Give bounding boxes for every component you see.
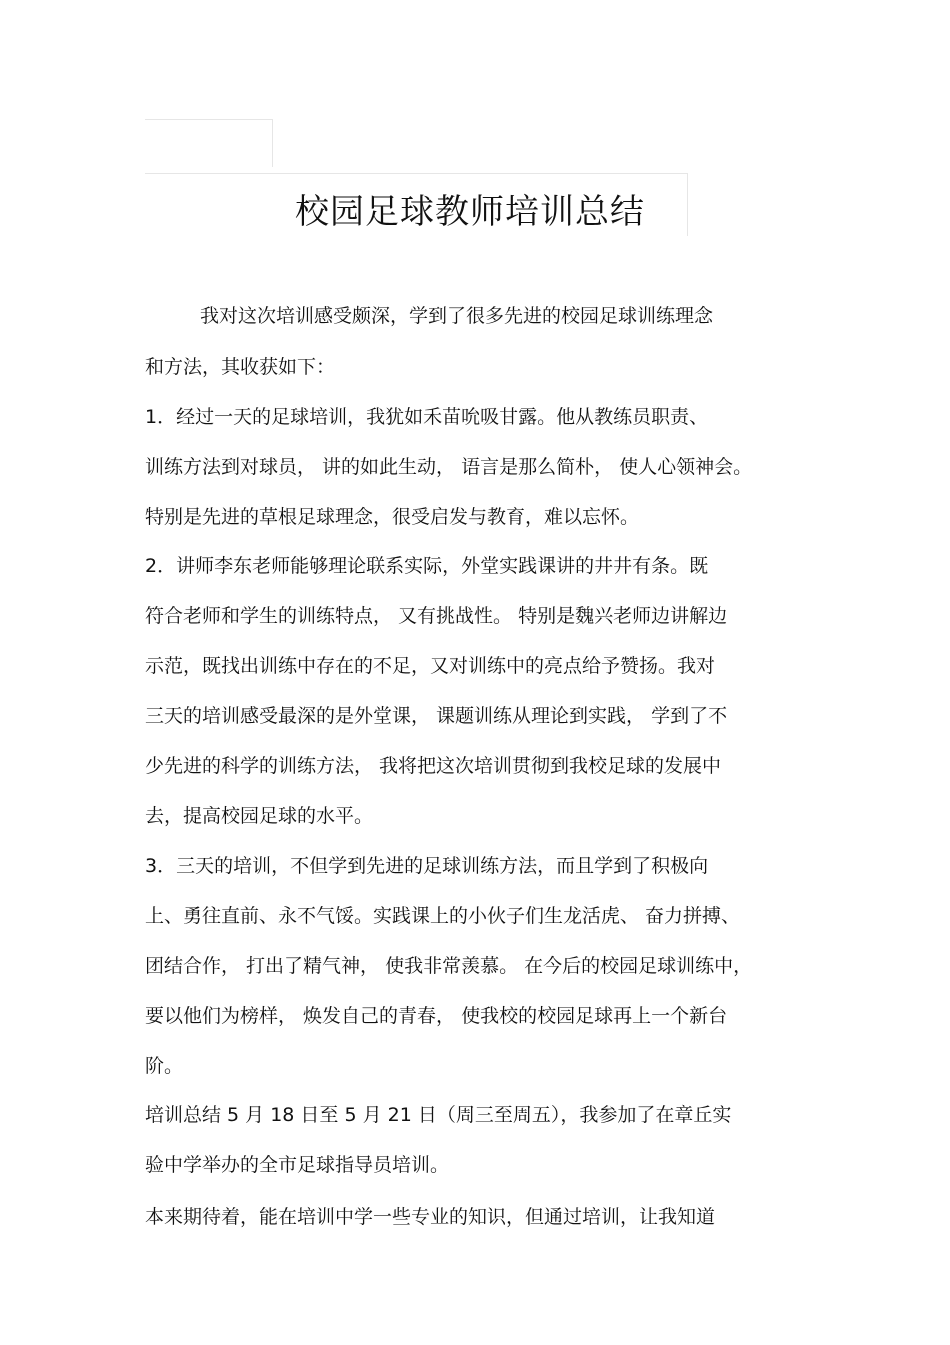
paragraph-line: 训练方法到对球员， 讲的如此生动， 语言是那么简朴， 使人心领神会。 bbox=[145, 456, 753, 478]
paragraph-line: 三天的培训感受最深的是外堂课， 课题训练从理论到实践， 学到了不 bbox=[145, 705, 728, 727]
paragraph-line: 和方法，其收获如下： bbox=[145, 356, 336, 378]
divider bbox=[145, 173, 688, 174]
paragraph-line: 符合老师和学生的训练特点， 又有挑战性。 特别是魏兴老师边讲解边 bbox=[145, 605, 728, 627]
divider bbox=[145, 119, 272, 120]
paragraph-line: 3．三天的培训，不但学到先进的足球训练方法，而且学到了积极向 bbox=[145, 855, 709, 877]
paragraph-line: 验中学举办的全市足球指导员培训。 bbox=[145, 1154, 450, 1176]
paragraph-line: 我对这次培训感受颇深，学到了很多先进的校园足球训练理念 bbox=[200, 305, 714, 327]
paragraph-line: 特别是先进的草根足球理念，很受启发与教育，难以忘怀。 bbox=[145, 506, 640, 528]
paragraph-line: 团结合作， 打出了精气神， 使我非常羡慕。 在今后的校园足球训练中， bbox=[145, 955, 753, 977]
paragraph-line: 要以他们为榜样， 焕发自己的青春， 使我校的校园足球再上一个新台 bbox=[145, 1005, 728, 1027]
paragraph-line: 上、勇往直前、永不气馁。实践课上的小伙子们生龙活虎、 奋力拼搏、 bbox=[145, 905, 741, 927]
paragraph-line: 培训总结 5 月 18 日至 5 月 21 日（周三至周五），我参加了在章丘实 bbox=[145, 1104, 732, 1126]
divider bbox=[272, 119, 273, 167]
paragraph-line: 去，提高校园足球的水平。 bbox=[145, 805, 374, 827]
paragraph-line: 2．讲师李东老师能够理论联系实际，外堂实践课讲的井井有条。既 bbox=[145, 555, 709, 577]
paragraph-line: 阶。 bbox=[145, 1055, 184, 1077]
paragraph-line: 1．经过一天的足球培训，我犹如禾苗吮吸甘露。他从教练员职责、 bbox=[145, 406, 709, 428]
document-title: 校园足球教师培训总结 bbox=[295, 192, 645, 232]
paragraph-line: 少先进的科学的训练方法， 我将把这次培训贯彻到我校足球的发展中 bbox=[145, 755, 722, 777]
paragraph-line: 本来期待着，能在培训中学一些专业的知识，但通过培训，让我知道 bbox=[145, 1206, 716, 1228]
paragraph-line: 示范，既找出训练中存在的不足，又对训练中的亮点给予赞扬。我对 bbox=[145, 655, 716, 677]
